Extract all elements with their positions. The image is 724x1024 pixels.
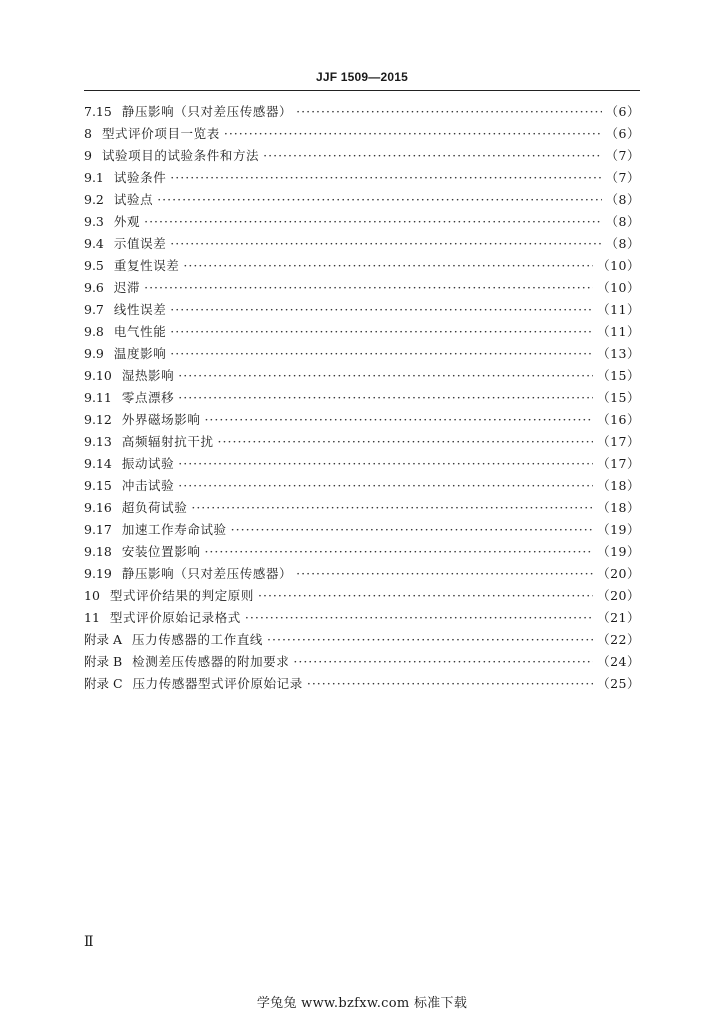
- toc-entry-title: 迟滞: [113, 280, 141, 295]
- toc-entry-page: （11）: [597, 302, 640, 317]
- document-code-header: JJF 1509—2015: [315, 70, 408, 84]
- toc-entry: [84, 673, 640, 695]
- toc-entry-title: 振动试验: [121, 456, 175, 471]
- toc-dot-leader: [170, 299, 593, 321]
- toc-entry-title: 压力传感器的工作直线: [132, 632, 264, 647]
- toc-dot-leader: [144, 277, 593, 299]
- toc-entry: [84, 233, 640, 255]
- toc-entry-title: 压力传感器型式评价原始记录: [132, 676, 303, 691]
- toc-entry-title: 超负荷试验: [121, 500, 188, 515]
- toc-entry-title: 示值误差: [113, 236, 167, 251]
- toc-entry-title: 重复性误差: [113, 258, 180, 273]
- toc-entry-page: （6）: [605, 126, 640, 141]
- toc-entry: [84, 321, 640, 343]
- toc-dot-leader: [178, 475, 593, 497]
- toc-entry-number: 7.15: [84, 104, 112, 119]
- toc-entry-number: 9.16: [84, 500, 112, 515]
- toc-entry-title: 高频辐射抗干扰: [121, 434, 214, 449]
- toc-entry: [84, 365, 640, 387]
- toc-entry-page: （10）: [597, 280, 640, 295]
- toc-dot-leader: [157, 189, 601, 211]
- toc-entry-title: 试验项目的试验条件和方法: [101, 148, 260, 163]
- toc-entry-number: 9.19: [84, 566, 112, 581]
- toc-dot-leader: [144, 211, 601, 233]
- toc-entry-page: （10）: [597, 258, 640, 273]
- toc-entry-page: （24）: [597, 654, 640, 669]
- toc-entry: [84, 189, 640, 211]
- toc-entry-title: 检测差压传感器的附加要求: [132, 654, 290, 669]
- toc-dot-leader: [170, 167, 601, 189]
- toc-entry-number: 9.12: [84, 412, 112, 427]
- toc-entry: [84, 211, 640, 233]
- toc-entry: [84, 629, 640, 651]
- toc-entry-page: （18）: [597, 478, 640, 493]
- toc-entry: [84, 343, 640, 365]
- toc-entry-number: 11: [84, 610, 100, 625]
- toc-dot-leader: [296, 563, 593, 585]
- toc-entry-number: 9.2: [84, 192, 104, 207]
- toc-entry: [84, 497, 640, 519]
- toc-entry-page: （8）: [605, 236, 640, 251]
- toc-entry-page: （8）: [605, 192, 640, 207]
- toc-entry-title: 冲击试验: [121, 478, 175, 493]
- toc-entry-number: 8: [84, 126, 92, 141]
- toc-entry-page: （17）: [597, 434, 640, 449]
- toc-entry-title: 零点漂移: [121, 390, 175, 405]
- toc-dot-leader: [178, 453, 593, 475]
- toc-entry-title: 试验点: [113, 192, 154, 207]
- toc-entry-number: 9.9: [84, 346, 104, 361]
- toc-entry: [84, 123, 640, 145]
- toc-entry: [84, 563, 640, 585]
- toc-dot-leader: [307, 673, 593, 695]
- toc-entry-title: 静压影响（只对差压传感器）: [121, 566, 293, 581]
- toc-entry-number: 附录 A: [84, 632, 123, 647]
- toc-entry-title: 外观: [113, 214, 141, 229]
- toc-dot-leader: [218, 431, 594, 453]
- toc-entry-title: 外界磁场影响: [121, 412, 201, 427]
- toc-dot-leader: [191, 497, 593, 519]
- toc-entry-title: 型式评价结果的判定原则: [109, 588, 255, 603]
- toc-entry-title: 线性误差: [113, 302, 167, 317]
- toc-entry-number: 10: [84, 588, 100, 603]
- toc-entry-title: 湿热影响: [121, 368, 175, 383]
- toc-entry-page: （6）: [605, 104, 640, 119]
- toc-entry-number: 9.7: [84, 302, 104, 317]
- toc-dot-leader: [204, 541, 593, 563]
- toc-entry-page: （11）: [597, 324, 640, 339]
- toc-dot-leader: [170, 233, 601, 255]
- toc-entry: [84, 585, 640, 607]
- toc-entry-page: （15）: [597, 368, 640, 383]
- toc-dot-leader: [293, 651, 593, 673]
- toc-entry-title: 安装位置影响: [121, 544, 201, 559]
- toc-entry: [84, 475, 640, 497]
- toc-entry-number: 9.8: [84, 324, 104, 339]
- toc-entry: [84, 255, 640, 277]
- toc-entry: [84, 431, 640, 453]
- toc-entry-page: （15）: [597, 390, 640, 405]
- toc-entry-title: 静压影响（只对差压传感器）: [121, 104, 293, 119]
- toc-entry-number: 9.1: [84, 170, 104, 185]
- toc-entry-page: （19）: [597, 544, 640, 559]
- toc-dot-leader: [170, 343, 593, 365]
- toc-entry-title: 温度影响: [113, 346, 167, 361]
- toc-dot-leader: [258, 585, 593, 607]
- toc-entry-number: 9.4: [84, 236, 104, 251]
- toc-dot-leader: [170, 321, 593, 343]
- toc-entry-number: 9.11: [84, 390, 112, 405]
- toc-entry: [84, 299, 640, 321]
- toc-entry-page: （20）: [597, 566, 640, 581]
- toc-entry: [84, 519, 640, 541]
- toc-dot-leader: [263, 145, 601, 167]
- toc-dot-leader: [183, 255, 593, 277]
- toc-entry-number: 9.10: [84, 368, 112, 383]
- toc-dot-leader: [245, 607, 593, 629]
- toc-entry-title: 型式评价项目一览表: [101, 126, 220, 141]
- toc-entry-page: （17）: [597, 456, 640, 471]
- toc-entry: [84, 145, 640, 167]
- toc-entry-number: 9.15: [84, 478, 112, 493]
- toc-entry: [84, 607, 640, 629]
- toc-dot-leader: [296, 101, 601, 123]
- watermark-footer: 学兔兔 www.bzfxw.com 标准下载: [256, 996, 468, 1011]
- toc-dot-leader: [267, 629, 593, 651]
- toc-dot-leader: [178, 387, 593, 409]
- toc-entry: [84, 541, 640, 563]
- toc-entry-number: 9.5: [84, 258, 104, 273]
- toc-entry-number: 9: [84, 148, 92, 163]
- toc-entry-page: （13）: [597, 346, 640, 361]
- toc-entry: [84, 101, 640, 123]
- toc-entry-number: 9.13: [84, 434, 112, 449]
- toc-entry: [84, 167, 640, 189]
- toc-dot-leader: [224, 123, 602, 145]
- toc-entry-page: （22）: [597, 632, 640, 647]
- toc-entry-page: （16）: [597, 412, 640, 427]
- toc-entry-number: 9.3: [84, 214, 104, 229]
- toc-dot-leader: [178, 365, 593, 387]
- toc-entry-number: 9.17: [84, 522, 112, 537]
- toc-dot-leader: [204, 409, 593, 431]
- toc-entry-number: 9.14: [84, 456, 112, 471]
- toc-entry-title: 试验条件: [113, 170, 167, 185]
- toc-entry-number: 9.6: [84, 280, 104, 295]
- toc-entry: [84, 387, 640, 409]
- toc-entry-title: 电气性能: [113, 324, 167, 339]
- toc-entry: [84, 277, 640, 299]
- toc-entry-page: （7）: [605, 170, 640, 185]
- toc-entry-page: （8）: [605, 214, 640, 229]
- toc-entry-title: 加速工作寿命试验: [121, 522, 227, 537]
- toc-entry: [84, 453, 640, 475]
- toc-entry-number: 附录 B: [84, 654, 123, 669]
- toc-entry-title: 型式评价原始记录格式: [109, 610, 241, 625]
- table-of-contents: [84, 101, 640, 695]
- toc-entry-page: （21）: [597, 610, 640, 625]
- toc-entry: [84, 409, 640, 431]
- toc-entry-page: （20）: [597, 588, 640, 603]
- page-number: Ⅱ: [84, 934, 94, 950]
- toc-dot-leader: [231, 519, 593, 541]
- toc-entry: [84, 651, 640, 673]
- toc-entry-page: （25）: [597, 676, 640, 691]
- toc-entry-number: 附录 C: [84, 676, 123, 691]
- toc-entry-page: （18）: [597, 500, 640, 515]
- toc-entry-number: 9.18: [84, 544, 112, 559]
- header-rule: [84, 90, 640, 91]
- toc-entry-page: （19）: [597, 522, 640, 537]
- toc-entry-page: （7）: [605, 148, 640, 163]
